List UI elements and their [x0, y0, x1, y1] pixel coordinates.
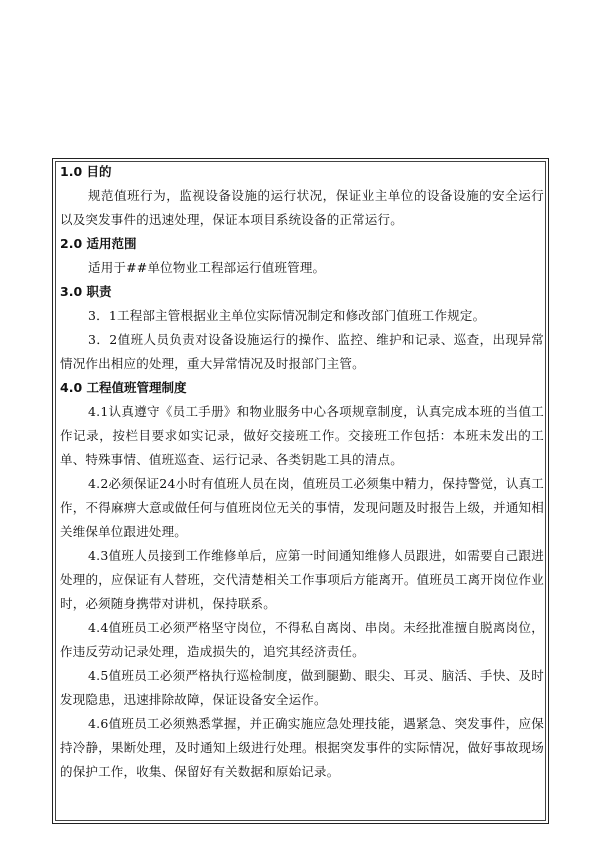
section-paragraph: 4.4值班员工必须严格坚守岗位，不得私自离岗、串岗。未经批准擅自脱离岗位，作违反劳动记录处理，造成损失的，追究其经济责任。	[60, 620, 544, 659]
section-paragraph: 4.1认真遵守《员工手册》和物业服务中心各项规章制度，认真完成本班的当值工作记录，按栏目要求如实记录，做好交接班工作。交接班工作包括：本班未发出的工单、特殊事情、值班巡查、运行记录、各类钥匙工具的清点。	[60, 404, 544, 467]
section-heading-responsibilities: 3.0 职责	[60, 284, 112, 299]
section-paragraph: 3．2值班人员负责对设备设施运行的操作、监控、维护和记录、巡查，出现异常情况作出相应的处理，重大异常情况及时报部门主管。	[60, 332, 544, 371]
section-paragraph: 4.5值班员工必须严格执行巡检制度，做到腿勤、眼尖、耳灵、脑活、手快、及时发现隐患，迅速排除故障，保证设备安全运作。	[60, 668, 544, 707]
section-paragraph: 4.6值班员工必须熟悉掌握，并正确实施应急处理技能，遇紧急、突发事件，应保持冷静，果断处理，及时通知上级进行处理。根据突发事件的实际情况，做好事故现场的保护工作，收集、保留好有关数据和原始记录。	[60, 716, 544, 779]
section-paragraph: 4.2必须保证24小时有值班人员在岗，值班员工必须集中精力，保持警觉，认真工作，不得麻痹大意或做任何与值班岗位无关的事情，发现问题及时报告上级，并通知相关维保单位跟进处理。	[60, 476, 544, 539]
section-heading-duty-rules: 4.0 工程值班管理制度	[60, 380, 187, 395]
section-paragraph: 4.3值班人员接到工作维修单后，应第一时间通知维修人员跟进，如需要自己跟进处理的，应保证有人替班，交代清楚相关工作事项后方能离开。值班员工离开岗位作业时，必须随身携带对讲机，保持联系。	[60, 548, 544, 611]
section-heading-purpose: 1.0 目的	[60, 164, 112, 179]
section-heading-scope: 2.0 适用范围	[60, 236, 137, 251]
section-paragraph: 规范值班行为，监视设备设施的运行状况，保证业主单位的设备设施的安全运行以及突发事件的迅速处理，保证本项目系统设备的正常运行。	[60, 188, 544, 227]
document-body	[58, 160, 544, 784]
section-paragraph: 适用于##单位物业工程部运行值班管理。	[88, 260, 326, 275]
section-paragraph: 3．1工程部主管根据业主单位实际情况制定和修改部门值班工作规定。	[88, 308, 486, 323]
